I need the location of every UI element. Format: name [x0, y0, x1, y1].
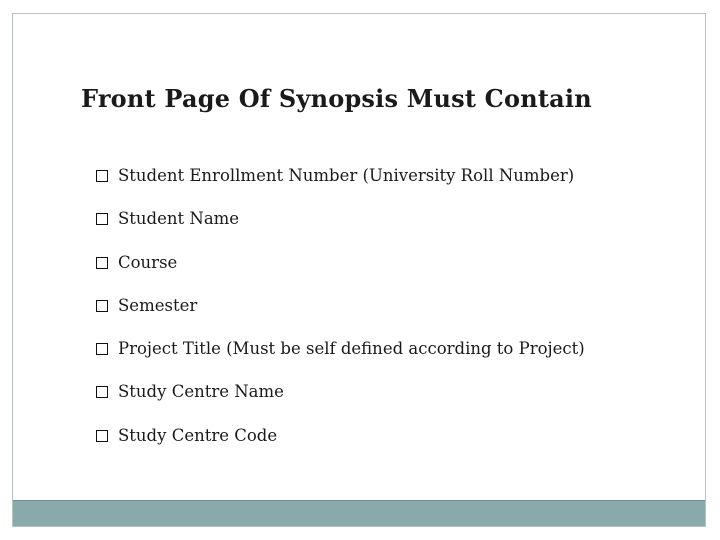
checkbox-square-icon — [96, 170, 109, 183]
footer-bar — [13, 500, 705, 526]
checkbox-square-icon — [96, 343, 109, 356]
checkbox-square-icon — [96, 386, 109, 399]
list-item — [96, 296, 585, 339]
checkbox-square-icon — [96, 257, 109, 270]
list-item-text: Course — [118, 252, 178, 272]
list-item-text: Study Centre Code — [118, 425, 278, 445]
list-item — [96, 426, 585, 469]
slide — [12, 13, 706, 527]
list-item-text: Semester — [118, 295, 198, 315]
list-item-text: Project Title (Must be self defined according to Project) — [118, 339, 585, 359]
list-item-text: Study Centre Name — [118, 382, 284, 402]
checkbox-square-icon — [96, 430, 109, 443]
list-item — [96, 339, 585, 382]
slide-title: Front Page Of Synopsis Must Contain — [81, 84, 592, 113]
checkbox-square-icon — [96, 213, 109, 226]
list-item — [96, 253, 585, 296]
list-item-text: Student Name — [118, 209, 240, 229]
list-item — [96, 382, 585, 425]
checkbox-square-icon — [96, 300, 109, 313]
requirements-list — [96, 166, 585, 469]
list-item — [96, 166, 585, 209]
list-item — [96, 209, 585, 252]
list-item-text: Student Enrollment Number (University Roll Number) — [118, 166, 575, 185]
